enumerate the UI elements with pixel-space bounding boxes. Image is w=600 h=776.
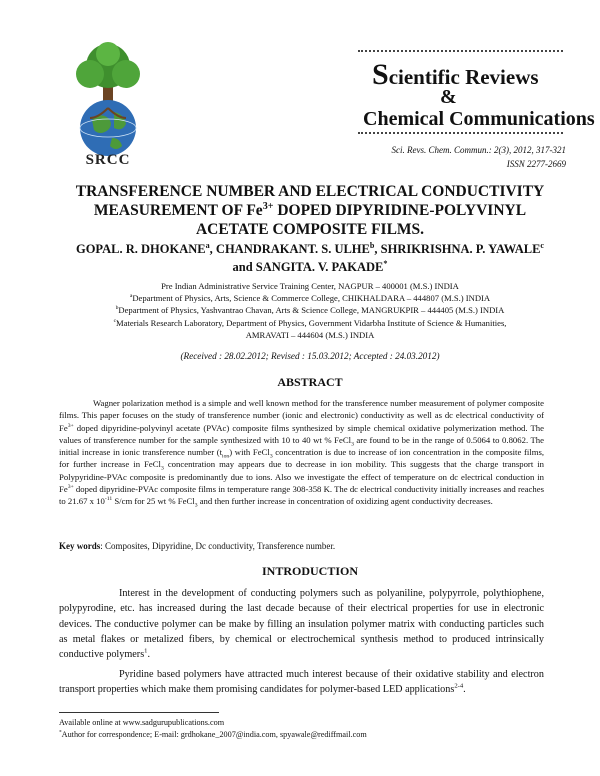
author-list: GOPAL. R. DHOKANE$^a$, CHANDRAKANT. S. ULHE$^b$, SHRIKRISHNA. P. YAWALE$^c$ and SANGITA. V. PAKADE* [75, 240, 545, 274]
footnotes [59, 717, 367, 740]
correspondence-note: *Author for correspondence; E-mail: grdhokane_2007@india.com, spyawale@rediffmail.com [59, 728, 367, 739]
introduction-heading: INTRODUCTION [261, 564, 358, 578]
logo-text: SRCC [85, 152, 131, 168]
keywords-label: Key words [59, 541, 101, 551]
affiliations: Pre Indian Administrative Service Training Center, NAGPUR – 400001 (M.S.) INDIA $^a$Department of Physics, Arts, Science & Commerce College, CHIKHALDARA – 444807 (M.S.) INDIA $^b$Department of Physics, Yashvantrao Chavan, Arts & Science College, MANGRUKPIR – 444405 (M.S.) INDIA $^c$Materials Research Laboratory, Department of Physics, Government Vidarbha Institute of Science & Humanities, AMRAVATI – 444604 (M.S.) INDIA [113, 281, 507, 340]
abstract-text: Wagner polarization method is a simple and well known method for the transference number measurement of polymer composite films. This paper focuses on the study of transference number (ionic and electronic) conductivity as well as dc electrical conductivity of $Fe^{3+}$ doped dipyridine-polyvinyl acetate (PVAc) composite films synthesized by simple chemical oxidative polymerization method. The values of transference number for the sample synthesized with 10 to 40 wt % FeCl$_3$ are found to be in the range of 0.5064 to 0.8062. The initial increase in ionic transference number $(t_{ion})$ with FeCl$_3$ concentration is due to increase of ion concentration in the composite films, for further increase in FeCl$_3$ concentration may appears due to decrease in ion mobility. This suggests that the charge transport in Polypyridine-PVAc composite is predominantly due to ions. Also we investigate the effect of temperature on dc electrical conduction in $Fe^{3+}$ doped dipyridine-PVAc composite films in temperature range 308-358 K. The dc electrical conductivity initially increases and reaches to 21.67 x $10^{-11}$ S/cm for 25 wt % FeCl$_3$ and then further increase in concentration of oxidizing agent conductivity decreases. [59, 398, 545, 510]
abstract-heading: ABSTRACT [277, 375, 343, 389]
keywords: Key words: Composites, Dipyridine, Dc conductivity, Transference number. [59, 541, 336, 551]
journal-ampersand: & [440, 86, 457, 108]
journal-citation: Sci. Revs. Chem. Commun.: 2(3), 2012, 317-321 ISSN 2277-2669 [391, 145, 566, 169]
intro-paragraph-1: Interest in the development of conducting polymers such as polyaniline, polypyrrole, polythiophene, polypyrodine, etc. has increased during the last decade because of their electrical properties for use in electronic devices. The conductive polymer can be make by filling an insulation polymer matrix with conducting particles such as metal flakes or metalized fibers, by chemical or electrochemical synthesis method to produced intrinsically conductive polymers$^1$. [59, 588, 544, 661]
issn: ISSN 2277-2669 [506, 159, 566, 169]
availability-note: Available online at www.sadgurupublications.com [59, 718, 225, 727]
paper-title: TRANSFERENCE NUMBER AND ELECTRICAL CONDUCTIVITY MEASUREMENT OF $Fe^{3+}$ DOPED DIPYRIDINE-POLYVINYL ACETATE COMPOSITE FILMS. [75, 183, 545, 238]
footnote-rule [59, 712, 219, 713]
received-dates: (Received : 28.02.2012; Revised : 15.03.2012; Accepted : 24.03.2012) [180, 351, 440, 361]
top-dotted-rule [358, 50, 563, 52]
bottom-dotted-rule [358, 132, 563, 134]
intro-paragraph-2: Pyridine based polymers have attracted much interest because of their oxidative stability and electron transport properties which make them promising candidates for polymer-based LED applications$^{2-4}$. [59, 669, 544, 696]
journal-name-line1: Scientific Reviews [372, 58, 539, 91]
journal-name-line3: Chemical Communications [363, 108, 595, 130]
